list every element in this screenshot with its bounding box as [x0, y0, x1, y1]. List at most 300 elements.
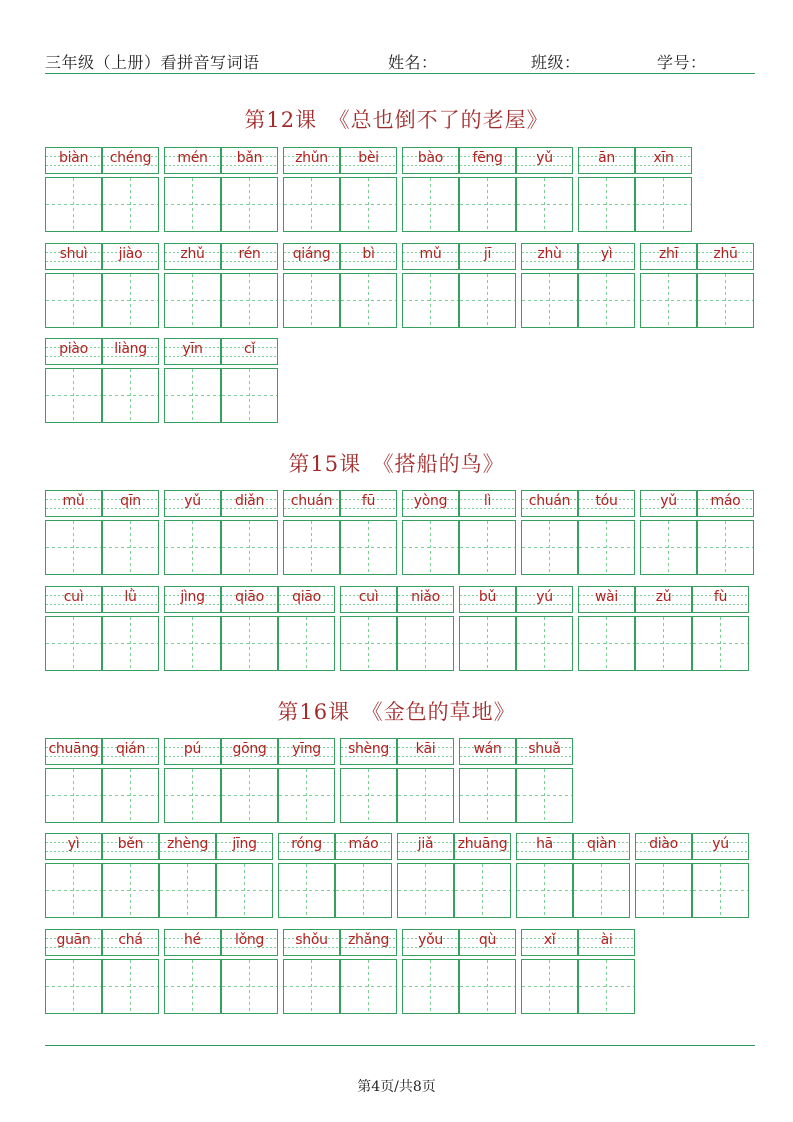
- pinyin-text: liàng: [114, 341, 147, 357]
- pinyin-box: [45, 833, 102, 860]
- word-group: [45, 586, 159, 671]
- character-cell: [402, 929, 459, 1014]
- word-group: [340, 586, 454, 671]
- pinyin-box: [102, 738, 159, 765]
- pinyin-text: bèi: [358, 150, 379, 166]
- writing-grid[interactable]: [102, 520, 159, 575]
- pinyin-box: [459, 586, 516, 613]
- pinyin-box: [102, 586, 159, 613]
- pinyin-box: [692, 833, 749, 860]
- writing-grid[interactable]: [164, 768, 221, 823]
- character-cell: [340, 738, 397, 823]
- word-group: [459, 586, 573, 671]
- character-cell: [164, 586, 221, 671]
- character-cell: [640, 243, 697, 328]
- pinyin-text: kāi: [415, 741, 436, 757]
- word-group: [283, 243, 397, 328]
- word-group: [521, 490, 635, 575]
- pinyin-text: cuì: [63, 589, 84, 605]
- word-group: [45, 243, 159, 328]
- writing-grid[interactable]: [45, 368, 102, 423]
- character-cell: [221, 490, 278, 575]
- pinyin-box: [521, 929, 578, 956]
- pinyin-text: lǒng: [234, 932, 264, 948]
- character-cell: [459, 929, 516, 1014]
- writing-grid[interactable]: [697, 520, 754, 575]
- writing-grid[interactable]: [516, 177, 573, 232]
- writing-grid[interactable]: [278, 616, 335, 671]
- character-cell: [397, 833, 454, 918]
- pinyin-text: yǒu: [418, 932, 443, 948]
- writing-grid[interactable]: [459, 616, 516, 671]
- pinyin-text: hé: [184, 932, 201, 948]
- pinyin-text: piào: [59, 341, 88, 357]
- character-cell: [283, 929, 340, 1014]
- pinyin-text: shèng: [347, 741, 390, 757]
- pinyin-text: jiào: [118, 246, 143, 262]
- pinyin-text: mén: [177, 150, 208, 166]
- writing-grid[interactable]: [283, 520, 340, 575]
- writing-grid[interactable]: [45, 863, 102, 918]
- character-cell: [164, 338, 221, 423]
- pinyin-text: bào: [417, 150, 444, 166]
- writing-grid[interactable]: [216, 863, 273, 918]
- pinyin-box: [578, 490, 635, 517]
- pinyin-text: qián: [115, 741, 146, 757]
- writing-grid[interactable]: [221, 368, 278, 423]
- character-cell: [102, 243, 159, 328]
- pinyin-text: qiàn: [586, 836, 617, 852]
- writing-grid[interactable]: [102, 768, 159, 823]
- writing-grid[interactable]: [402, 959, 459, 1014]
- pinyin-text: qiáng: [292, 246, 331, 262]
- writing-grid[interactable]: [516, 863, 573, 918]
- pinyin-text: bǔ: [478, 589, 497, 605]
- pinyin-box: [635, 147, 692, 174]
- pinyin-box: [573, 833, 630, 860]
- pinyin-box: [45, 738, 102, 765]
- pinyin-text: qù: [478, 932, 497, 948]
- pinyin-text: yòng: [413, 493, 448, 509]
- writing-grid[interactable]: [283, 177, 340, 232]
- pinyin-box: [45, 338, 102, 365]
- word-group: [521, 243, 635, 328]
- character-cell: [45, 243, 102, 328]
- character-cell: [578, 490, 635, 575]
- pinyin-text: qīn: [120, 493, 141, 509]
- character-cell: [102, 147, 159, 232]
- word-group: [640, 490, 754, 575]
- pinyin-box: [278, 586, 335, 613]
- pinyin-box: [635, 833, 692, 860]
- pinyin-text: ān: [598, 150, 615, 166]
- character-cell: [340, 243, 397, 328]
- pinyin-text: yīn: [182, 341, 203, 357]
- pinyin-box: [402, 147, 459, 174]
- pinyin-box: [521, 490, 578, 517]
- character-cell: [164, 243, 221, 328]
- pinyin-box: [283, 147, 340, 174]
- pinyin-text: zhèng: [166, 836, 209, 852]
- pinyin-box: [283, 929, 340, 956]
- writing-grid[interactable]: [521, 273, 578, 328]
- writing-grid[interactable]: [278, 768, 335, 823]
- writing-grid[interactable]: [397, 768, 454, 823]
- pinyin-text: běn: [117, 836, 144, 852]
- writing-grid[interactable]: [402, 177, 459, 232]
- writing-grid[interactable]: [45, 616, 102, 671]
- character-cell: [397, 586, 454, 671]
- pinyin-box: [697, 243, 754, 270]
- writing-grid[interactable]: [102, 368, 159, 423]
- pinyin-text: pú: [183, 741, 202, 757]
- writing-grid[interactable]: [102, 177, 159, 232]
- character-cell: [578, 929, 635, 1014]
- word-group: [45, 147, 159, 232]
- writing-grid[interactable]: [45, 959, 102, 1014]
- pinyin-text: zǔ: [655, 589, 672, 605]
- writing-grid[interactable]: [692, 616, 749, 671]
- worksheet-header: [45, 50, 755, 72]
- character-cell: [573, 833, 630, 918]
- writing-grid[interactable]: [521, 959, 578, 1014]
- pinyin-box: [45, 929, 102, 956]
- word-group: [45, 338, 159, 423]
- pinyin-text: qiāo: [235, 589, 264, 605]
- writing-grid[interactable]: [221, 273, 278, 328]
- writing-grid[interactable]: [459, 177, 516, 232]
- word-group: [516, 833, 630, 918]
- writing-grid[interactable]: [635, 177, 692, 232]
- pinyin-text: zhī: [658, 246, 679, 262]
- pinyin-box: [692, 586, 749, 613]
- character-cell: [221, 147, 278, 232]
- character-cell: [216, 833, 273, 918]
- writing-grid[interactable]: [278, 863, 335, 918]
- writing-grid[interactable]: [164, 520, 221, 575]
- writing-grid[interactable]: [454, 863, 511, 918]
- pinyin-text: chuán: [528, 493, 571, 509]
- writing-grid[interactable]: [159, 863, 216, 918]
- character-cell: [635, 147, 692, 232]
- word-group: [521, 929, 635, 1014]
- pinyin-text: yì: [67, 836, 80, 852]
- writing-grid[interactable]: [164, 616, 221, 671]
- writing-grid[interactable]: [45, 177, 102, 232]
- word-group: [164, 338, 278, 423]
- word-group: [45, 738, 159, 823]
- pinyin-text: fū: [361, 493, 376, 509]
- word-group: [397, 833, 511, 918]
- writing-grid[interactable]: [578, 616, 635, 671]
- character-cell: [278, 833, 335, 918]
- writing-grid[interactable]: [335, 863, 392, 918]
- lesson-title: 第16课 《金色的草地》: [277, 700, 516, 724]
- writing-grid[interactable]: [221, 177, 278, 232]
- pinyin-text: zhū: [713, 246, 738, 262]
- pinyin-box: [45, 147, 102, 174]
- pinyin-text: cuì: [358, 589, 379, 605]
- writing-grid[interactable]: [692, 863, 749, 918]
- word-group: [578, 147, 692, 232]
- pinyin-box: [640, 490, 697, 517]
- pinyin-box: [521, 243, 578, 270]
- writing-grid[interactable]: [578, 520, 635, 575]
- pinyin-text: jiǎ: [417, 836, 434, 852]
- writing-grid[interactable]: [221, 616, 278, 671]
- character-cell: [397, 738, 454, 823]
- pinyin-box: [516, 738, 573, 765]
- pinyin-box: [164, 738, 221, 765]
- character-cell: [697, 243, 754, 328]
- pinyin-text: wài: [594, 589, 619, 605]
- pinyin-box: [102, 147, 159, 174]
- pinyin-box: [45, 243, 102, 270]
- pinyin-box: [335, 833, 392, 860]
- pinyin-text: lǜ: [124, 589, 137, 605]
- word-group: [402, 490, 516, 575]
- word-group: [402, 929, 516, 1014]
- writing-grid[interactable]: [516, 768, 573, 823]
- pinyin-box: [221, 147, 278, 174]
- pinyin-box: [640, 243, 697, 270]
- pinyin-text: shuì: [59, 246, 88, 262]
- pinyin-box: [164, 243, 221, 270]
- word-group: [164, 586, 335, 671]
- character-cell: [283, 243, 340, 328]
- pinyin-box: [340, 147, 397, 174]
- pinyin-box: [459, 929, 516, 956]
- character-cell: [340, 929, 397, 1014]
- pinyin-text: bì: [362, 246, 375, 262]
- writing-grid[interactable]: [102, 959, 159, 1014]
- pinyin-text: guān: [56, 932, 91, 948]
- character-cell: [340, 147, 397, 232]
- character-cell: [459, 586, 516, 671]
- writing-grid[interactable]: [640, 273, 697, 328]
- writing-grid[interactable]: [578, 177, 635, 232]
- pinyin-box: [516, 586, 573, 613]
- pinyin-box: [578, 586, 635, 613]
- class-label: 班级：: [531, 53, 581, 72]
- character-cell: [402, 243, 459, 328]
- character-cell: [402, 147, 459, 232]
- pinyin-box: [159, 833, 216, 860]
- pinyin-text: jīng: [232, 836, 257, 852]
- pinyin-box: [283, 243, 340, 270]
- pinyin-box: [578, 243, 635, 270]
- character-cell: [697, 490, 754, 575]
- word-group: [164, 490, 278, 575]
- pinyin-box: [164, 929, 221, 956]
- pinyin-text: mǔ: [62, 493, 85, 509]
- character-cell: [45, 586, 102, 671]
- writing-grid[interactable]: [578, 273, 635, 328]
- writing-grid[interactable]: [340, 768, 397, 823]
- character-cell: [221, 929, 278, 1014]
- lesson-title: 第12课 《总也倒不了的老屋》: [244, 108, 549, 132]
- character-cell: [283, 490, 340, 575]
- writing-grid[interactable]: [635, 863, 692, 918]
- pinyin-text: qiāo: [292, 589, 321, 605]
- pinyin-box: [102, 243, 159, 270]
- writing-grid[interactable]: [402, 520, 459, 575]
- pinyin-text: mǔ: [419, 246, 442, 262]
- writing-grid[interactable]: [459, 959, 516, 1014]
- writing-grid[interactable]: [340, 177, 397, 232]
- pinyin-box: [102, 833, 159, 860]
- pinyin-text: gōng: [232, 741, 267, 757]
- character-cell: [278, 586, 335, 671]
- pinyin-box: [697, 490, 754, 517]
- writing-grid[interactable]: [45, 520, 102, 575]
- pinyin-box: [635, 586, 692, 613]
- pinyin-box: [221, 490, 278, 517]
- pinyin-text: yú: [712, 836, 729, 852]
- writing-grid[interactable]: [340, 616, 397, 671]
- pinyin-box: [459, 147, 516, 174]
- pinyin-text: máo: [348, 836, 379, 852]
- pinyin-box: [340, 490, 397, 517]
- word-group: [635, 833, 749, 918]
- pinyin-text: shǒu: [295, 932, 328, 948]
- pinyin-box: [164, 586, 221, 613]
- worksheet-title: 三年级（上册）看拼音写词语: [45, 53, 260, 72]
- character-cell: [45, 738, 102, 823]
- writing-grid[interactable]: [640, 520, 697, 575]
- character-cell: [516, 833, 573, 918]
- word-group: [402, 243, 516, 328]
- pinyin-text: rén: [238, 246, 261, 262]
- character-cell: [459, 243, 516, 328]
- writing-grid[interactable]: [340, 959, 397, 1014]
- pinyin-box: [102, 490, 159, 517]
- word-group: [578, 586, 749, 671]
- writing-grid[interactable]: [102, 616, 159, 671]
- character-cell: [164, 738, 221, 823]
- character-cell: [45, 147, 102, 232]
- pinyin-text: xīn: [653, 150, 674, 166]
- writing-grid[interactable]: [521, 520, 578, 575]
- character-cell: [459, 147, 516, 232]
- writing-grid[interactable]: [697, 273, 754, 328]
- pinyin-box: [221, 338, 278, 365]
- pinyin-text: chuán: [290, 493, 333, 509]
- pinyin-box: [516, 833, 573, 860]
- footer-divider: [45, 1045, 755, 1046]
- word-group: [278, 833, 392, 918]
- writing-grid[interactable]: [102, 863, 159, 918]
- character-cell: [635, 833, 692, 918]
- writing-grid[interactable]: [578, 959, 635, 1014]
- pinyin-text: zhǔ: [180, 246, 205, 262]
- pinyin-text: jìng: [180, 589, 205, 605]
- writing-grid[interactable]: [221, 520, 278, 575]
- writing-grid[interactable]: [459, 768, 516, 823]
- writing-grid[interactable]: [102, 273, 159, 328]
- pinyin-box: [221, 243, 278, 270]
- writing-grid[interactable]: [397, 616, 454, 671]
- pinyin-text: diào: [649, 836, 678, 852]
- pinyin-box: [459, 243, 516, 270]
- word-group: [164, 147, 278, 232]
- character-cell: [516, 147, 573, 232]
- writing-grid[interactable]: [459, 273, 516, 328]
- pinyin-text: chá: [118, 932, 143, 948]
- character-cell: [459, 738, 516, 823]
- writing-grid[interactable]: [516, 616, 573, 671]
- pinyin-box: [402, 243, 459, 270]
- writing-grid[interactable]: [340, 273, 397, 328]
- pinyin-text: zhù: [537, 246, 562, 262]
- pinyin-text: niǎo: [411, 589, 440, 605]
- word-group: [164, 243, 278, 328]
- word-group: [340, 738, 454, 823]
- pinyin-text: lì: [483, 493, 492, 509]
- writing-grid[interactable]: [283, 959, 340, 1014]
- character-cell: [692, 586, 749, 671]
- character-cell: [454, 833, 511, 918]
- pinyin-box: [402, 490, 459, 517]
- writing-grid[interactable]: [397, 863, 454, 918]
- writing-grid[interactable]: [164, 368, 221, 423]
- word-group: [164, 929, 278, 1014]
- pinyin-box: [278, 833, 335, 860]
- pinyin-box: [283, 490, 340, 517]
- writing-grid[interactable]: [402, 273, 459, 328]
- writing-grid[interactable]: [221, 768, 278, 823]
- pinyin-text: yǔ: [184, 493, 201, 509]
- word-group: [283, 147, 397, 232]
- pinyin-box: [397, 833, 454, 860]
- pinyin-text: shuǎ: [528, 741, 561, 757]
- pinyin-box: [102, 929, 159, 956]
- pinyin-box: [578, 147, 635, 174]
- pinyin-text: hā: [536, 836, 553, 852]
- writing-grid[interactable]: [221, 959, 278, 1014]
- writing-grid[interactable]: [164, 273, 221, 328]
- writing-grid[interactable]: [45, 273, 102, 328]
- pinyin-box: [402, 929, 459, 956]
- pinyin-text: xǐ: [543, 932, 556, 948]
- pinyin-text: jī: [483, 246, 492, 262]
- writing-grid[interactable]: [635, 616, 692, 671]
- writing-grid[interactable]: [340, 520, 397, 575]
- pinyin-box: [164, 147, 221, 174]
- character-cell: [692, 833, 749, 918]
- pinyin-box: [216, 833, 273, 860]
- writing-grid[interactable]: [573, 863, 630, 918]
- writing-grid[interactable]: [164, 959, 221, 1014]
- word-group: [45, 833, 273, 918]
- writing-grid[interactable]: [164, 177, 221, 232]
- writing-grid[interactable]: [45, 768, 102, 823]
- writing-grid[interactable]: [283, 273, 340, 328]
- character-cell: [402, 490, 459, 575]
- pinyin-box: [340, 929, 397, 956]
- pinyin-box: [397, 738, 454, 765]
- character-cell: [102, 338, 159, 423]
- character-cell: [516, 738, 573, 823]
- pinyin-box: [459, 738, 516, 765]
- character-cell: [283, 147, 340, 232]
- character-cell: [45, 929, 102, 1014]
- character-cell: [340, 586, 397, 671]
- header-divider: [45, 73, 755, 74]
- character-cell: [635, 586, 692, 671]
- pinyin-text: chéng: [109, 150, 152, 166]
- writing-grid[interactable]: [459, 520, 516, 575]
